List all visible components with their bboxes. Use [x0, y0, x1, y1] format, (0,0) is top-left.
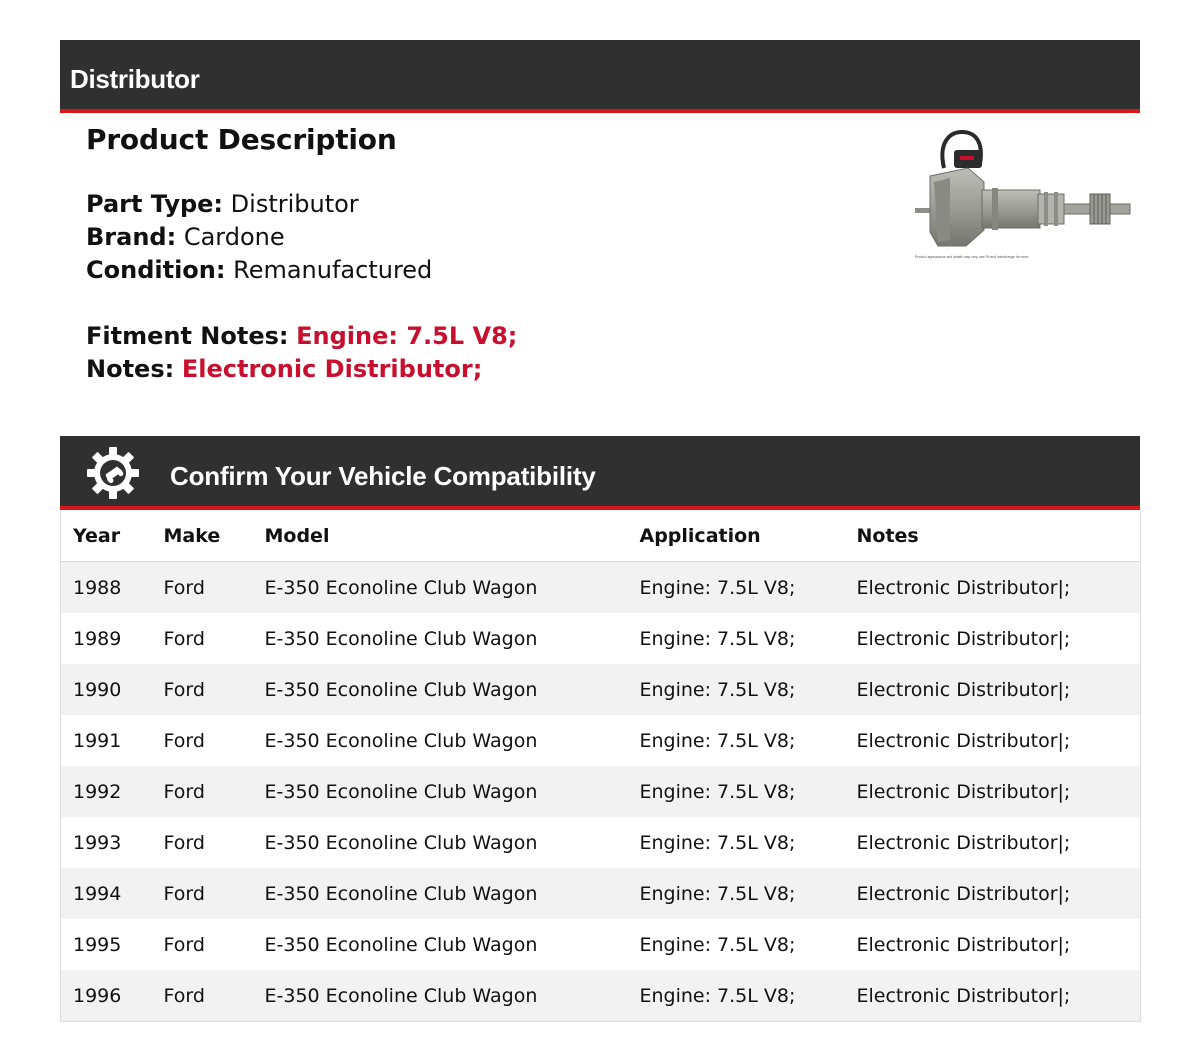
- cell-year: 1991: [61, 715, 152, 766]
- cell-application: Engine: 7.5L V8;: [628, 715, 845, 766]
- part-type-value: Distributor: [230, 190, 359, 218]
- product-image: [910, 128, 1135, 263]
- cell-model: E-350 Econoline Club Wagon: [253, 817, 628, 868]
- cell-year: 1996: [61, 970, 152, 1022]
- cell-make: Ford: [152, 613, 253, 664]
- cell-application: Engine: 7.5L V8;: [628, 664, 845, 715]
- cell-model: E-350 Econoline Club Wagon: [253, 970, 628, 1022]
- cell-application: Engine: 7.5L V8;: [628, 919, 845, 970]
- cell-make: Ford: [152, 562, 253, 614]
- cell-make: Ford: [152, 919, 253, 970]
- product-description: [86, 120, 846, 386]
- cell-notes: Electronic Distributor|;: [845, 817, 1141, 868]
- notes-value: Electronic Distributor;: [181, 355, 483, 383]
- col-year: Year: [61, 510, 152, 562]
- table-row: [61, 868, 1141, 919]
- col-notes: Notes: [845, 510, 1141, 562]
- col-model: Model: [253, 510, 628, 562]
- cell-year: 1993: [61, 817, 152, 868]
- cell-model: E-350 Econoline Club Wagon: [253, 664, 628, 715]
- gear-car-icon: [86, 446, 140, 500]
- description-heading: Product Description: [86, 123, 397, 156]
- cell-notes: Electronic Distributor|;: [845, 715, 1141, 766]
- table-row: [61, 970, 1141, 1022]
- cell-notes: Electronic Distributor|;: [845, 766, 1141, 817]
- cell-notes: Electronic Distributor|;: [845, 562, 1141, 614]
- cell-application: Engine: 7.5L V8;: [628, 817, 845, 868]
- compatibility-table: [60, 510, 1141, 1022]
- cell-application: Engine: 7.5L V8;: [628, 766, 845, 817]
- part-type-label: Part Type:: [86, 190, 224, 218]
- cell-year: 1995: [61, 919, 152, 970]
- cell-make: Ford: [152, 817, 253, 868]
- cell-year: 1992: [61, 766, 152, 817]
- distributor-illustration: [910, 128, 1135, 263]
- cell-model: E-350 Econoline Club Wagon: [253, 766, 628, 817]
- section-title: Distributor: [70, 64, 200, 94]
- cell-model: E-350 Econoline Club Wagon: [253, 613, 628, 664]
- condition-value: Remanufactured: [233, 256, 433, 284]
- section-header: [60, 40, 1140, 113]
- image-caption: Product appearance and details may vary, see Fit and Interchange for more: [915, 255, 1029, 259]
- table-row: [61, 919, 1141, 970]
- table-row: [61, 766, 1141, 817]
- cell-notes: Electronic Distributor|;: [845, 970, 1141, 1022]
- table-row: [61, 715, 1141, 766]
- cell-make: Ford: [152, 868, 253, 919]
- cell-application: Engine: 7.5L V8;: [628, 868, 845, 919]
- table-row: [61, 817, 1141, 868]
- fitment-label: Fitment Notes:: [86, 322, 289, 350]
- cell-notes: Electronic Distributor|;: [845, 613, 1141, 664]
- cell-model: E-350 Econoline Club Wagon: [253, 868, 628, 919]
- table-row: [61, 613, 1141, 664]
- compatibility-title: Confirm Your Vehicle Compatibility: [170, 461, 596, 491]
- brand-line: [86, 221, 846, 254]
- condition-label: Condition:: [86, 256, 226, 284]
- cell-year: 1988: [61, 562, 152, 614]
- cell-make: Ford: [152, 766, 253, 817]
- col-make: Make: [152, 510, 253, 562]
- cell-application: Engine: 7.5L V8;: [628, 562, 845, 614]
- cell-notes: Electronic Distributor|;: [845, 919, 1141, 970]
- cell-make: Ford: [152, 715, 253, 766]
- notes-line: [86, 353, 846, 386]
- cell-application: Engine: 7.5L V8;: [628, 613, 845, 664]
- compatibility-header: [60, 436, 1140, 510]
- brand-value: Cardone: [183, 223, 285, 251]
- cell-notes: Electronic Distributor|;: [845, 664, 1141, 715]
- cell-application: Engine: 7.5L V8;: [628, 970, 845, 1022]
- fitment-line: [86, 320, 846, 353]
- fitment-value: Engine: 7.5L V8;: [296, 322, 518, 350]
- cell-model: E-350 Econoline Club Wagon: [253, 715, 628, 766]
- table-row: [61, 664, 1141, 715]
- cell-year: 1994: [61, 868, 152, 919]
- part-type-line: [86, 188, 846, 221]
- condition-line: [86, 254, 846, 287]
- cell-make: Ford: [152, 970, 253, 1022]
- cell-notes: Electronic Distributor|;: [845, 868, 1141, 919]
- cell-model: E-350 Econoline Club Wagon: [253, 919, 628, 970]
- cell-model: E-350 Econoline Club Wagon: [253, 562, 628, 614]
- table-row: [61, 562, 1141, 614]
- cell-make: Ford: [152, 664, 253, 715]
- notes-label: Notes:: [86, 355, 175, 383]
- col-application: Application: [628, 510, 845, 562]
- table-header-row: [61, 510, 1141, 562]
- cell-year: 1990: [61, 664, 152, 715]
- brand-label: Brand:: [86, 223, 177, 251]
- cell-year: 1989: [61, 613, 152, 664]
